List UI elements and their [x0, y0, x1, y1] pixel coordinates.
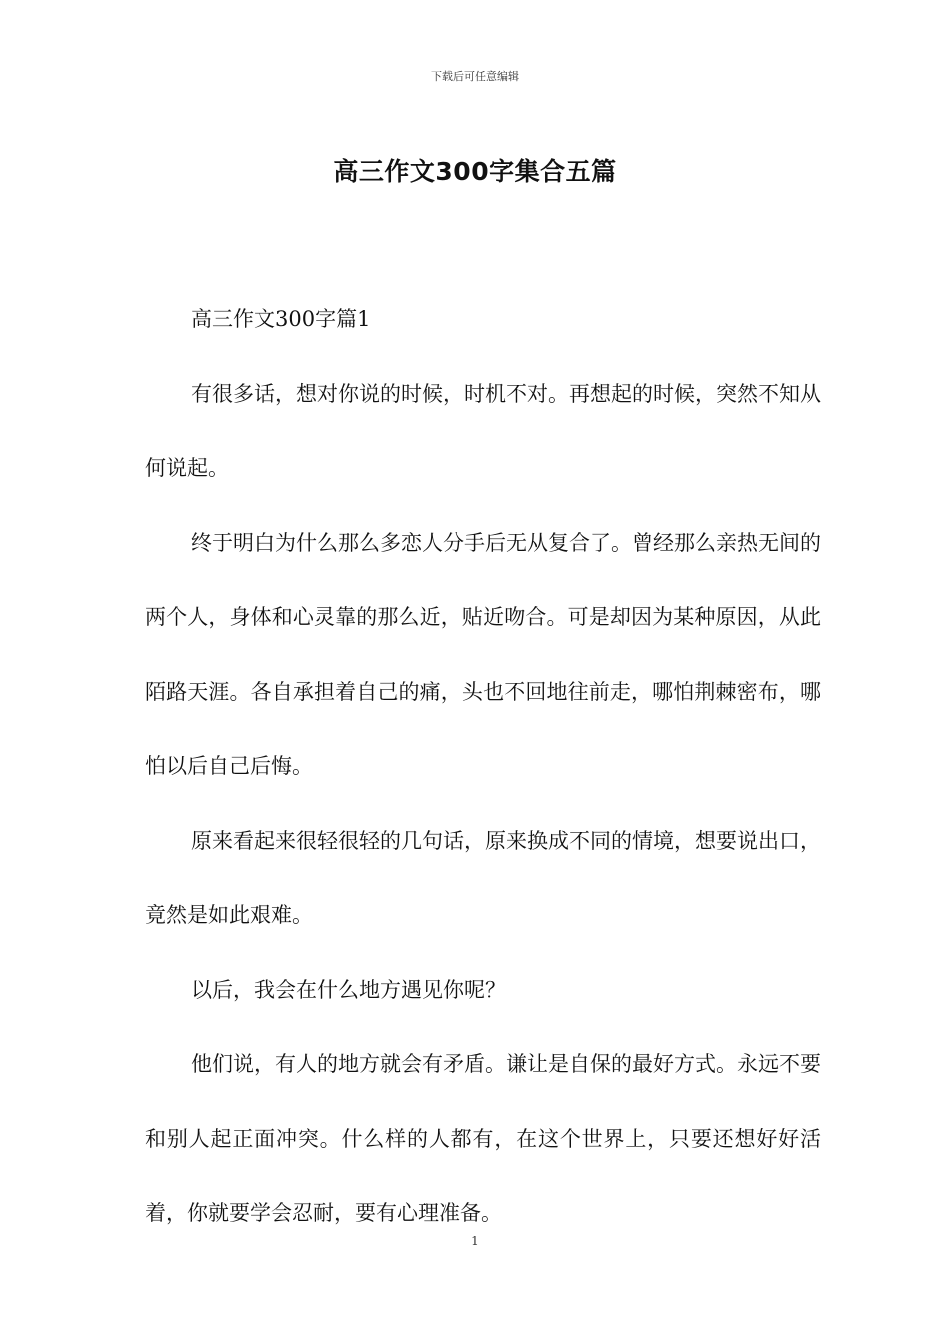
paragraph: 有很多话，想对你说的时候，时机不对。再想起的时候，突然不知从何说起。 [145, 381, 821, 480]
section-heading: 高三作文300字篇1 [191, 307, 371, 331]
page-number: 1 [471, 1234, 479, 1248]
header-note: 下载后可任意编辑 [431, 70, 519, 83]
document-body [145, 282, 821, 1251]
paragraph: 以后，我会在什么地方遇见你呢？ [191, 977, 506, 1002]
paragraph: 终于明白为什么那么多恋人分手后无从复合了。曾经那么亲热无间的两个人，身体和心灵靠的那么近，贴近吻合。可是却因为某种原因，从此陌路天涯。各自承担着自己的痛，头也不回地往前走，哪怕荆棘密布，哪怕以后自己后悔。 [145, 530, 821, 778]
paragraph: 他们说，有人的地方就会有矛盾。谦让是自保的最好方式。永远不要和别人起正面冲突。什么样的人都有，在这个世界上，只要还想好好活着，你就要学会忍耐，要有心理准备。 [145, 1052, 821, 1225]
paragraph: 原来看起来很轻很轻的几句话，原来换成不同的情境，想要说出口，竟然是如此艰难。 [145, 828, 821, 927]
document-title: 高三作文300字集合五篇 [333, 157, 617, 186]
